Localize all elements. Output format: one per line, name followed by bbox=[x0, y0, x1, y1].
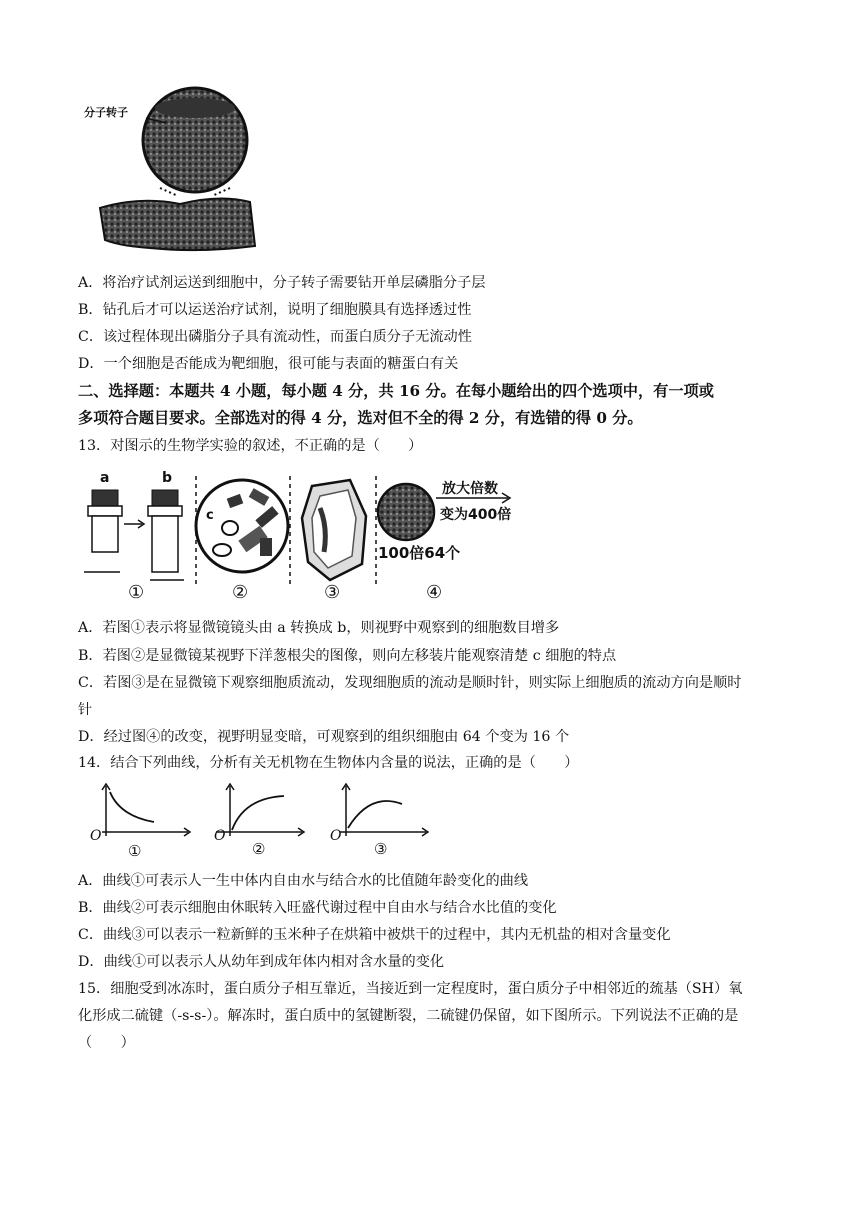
q13-option-b: B．若图②是显微镜某视野下洋葱根尖的图像，则向左移装片能观察清楚 c 细胞的特点 bbox=[78, 648, 617, 664]
panel-3-label: ③ bbox=[324, 582, 341, 603]
q14-option-d: D．曲线①可以表示人从幼年到成年体内相对含水量的变化 bbox=[78, 954, 445, 970]
q12-option-b: B．钻孔后才可以运送治疗试剂，说明了细胞膜具有选择透过性 bbox=[78, 302, 472, 318]
section-heading-line1: 二、选择题：本题共 4 小题，每小题 4 分，共 16 分。在每小题给出的四个选项中，有一项或 bbox=[78, 382, 714, 400]
q13-option-d: D．经过图④的改变，视野明显变暗，可观察到的组织细胞由 64 个变为 16 个 bbox=[78, 729, 570, 745]
q12-option-d: D．一个细胞是否能成为靶细胞，很可能与表面的糖蛋白有关 bbox=[78, 356, 459, 372]
curve-2-plot bbox=[216, 784, 304, 836]
objective-lens-a bbox=[88, 490, 122, 552]
curve-2-label: ② bbox=[252, 840, 266, 858]
q13-option-c: C．若图③是在显微镜下观察细胞质流动，发现细胞质的流动是顺时针，则实际上细胞质的流动方向是顺时 bbox=[78, 675, 742, 691]
q14-option-a: A．曲线①可表示人一生中体内自由水与结合水的比值随年龄变化的曲线 bbox=[78, 873, 529, 889]
cell-count-label: 100倍64个 bbox=[378, 544, 461, 562]
q13-figure bbox=[80, 468, 530, 608]
q14-option-c: C．曲线③可以表示一粒新鲜的玉米种子在烘箱中被烘干的过程中，其内无机盐的相对含量变化 bbox=[78, 927, 671, 943]
q13-option-c-cont: 针 bbox=[78, 702, 93, 718]
curve-1-origin: O bbox=[90, 828, 102, 844]
field-of-view bbox=[378, 484, 434, 540]
zoom-line1: 放大倍数 bbox=[442, 481, 498, 497]
q15-line1: 15．细胞受到冰冻时，蛋白质分子相互靠近，当接近到一定程度时，蛋白质分子中相邻近的巯基（SH）氧 bbox=[78, 981, 743, 997]
curve-1-label: ① bbox=[128, 842, 142, 860]
q13-option-a: A．若图①表示将显微镜镜头由 a 转换成 b，则视野中观察到的细胞数目增多 bbox=[78, 620, 560, 636]
curve-1-plot bbox=[102, 784, 190, 836]
rotor-label: 分子转子 bbox=[84, 106, 128, 119]
q14-option-b: B．曲线②可表示细胞由休眠转入旺盛代谢过程中自由水与结合水比值的变化 bbox=[78, 900, 557, 916]
curve-3-label: ③ bbox=[374, 840, 388, 858]
section-heading-line2: 多项符合题目要求。全部选对的得 4 分，选对但不全的得 2 分，有选错的得 0 分。 bbox=[78, 409, 643, 427]
q12-option-c: C．该过程体现出磷脂分子具有流动性，而蛋白质分子无流动性 bbox=[78, 329, 472, 345]
molecular-rotor-figure bbox=[80, 78, 270, 258]
q15-line3: （ ） bbox=[78, 1035, 135, 1051]
q13-stem: 13．对图示的生物学实验的叙述，不正确的是（ ） bbox=[78, 438, 423, 454]
q12-option-a: A．将治疗试剂运送到细胞中，分子转子需要钻开单层磷脂分子层 bbox=[78, 275, 486, 291]
q14-figure bbox=[84, 780, 444, 866]
curve-3-plot bbox=[340, 784, 428, 836]
curve-3-origin: O bbox=[330, 828, 342, 844]
lens-b-label: b bbox=[162, 470, 173, 486]
root-tip-view bbox=[196, 480, 288, 572]
q14-stem: 14．结合下列曲线，分析有关无机物在生物体内含量的说法，正确的是（ ） bbox=[78, 755, 579, 771]
panel-4-label: ④ bbox=[426, 582, 443, 603]
lens-a-label: a bbox=[100, 470, 110, 486]
q15-line2: 化形成二硫键（-s-s-）。解冻时，蛋白质中的氢键断裂，二硫键仍保留，如下图所示。下列说法不正确的是 bbox=[78, 1008, 739, 1024]
cell-c-label: c bbox=[206, 508, 214, 523]
objective-lens-b bbox=[148, 490, 182, 572]
zoom-line2: 变为400倍 bbox=[440, 507, 512, 523]
panel-2-label: ② bbox=[232, 582, 249, 603]
panel-1-label: ① bbox=[128, 582, 145, 603]
curve-2-origin: O bbox=[214, 828, 226, 844]
